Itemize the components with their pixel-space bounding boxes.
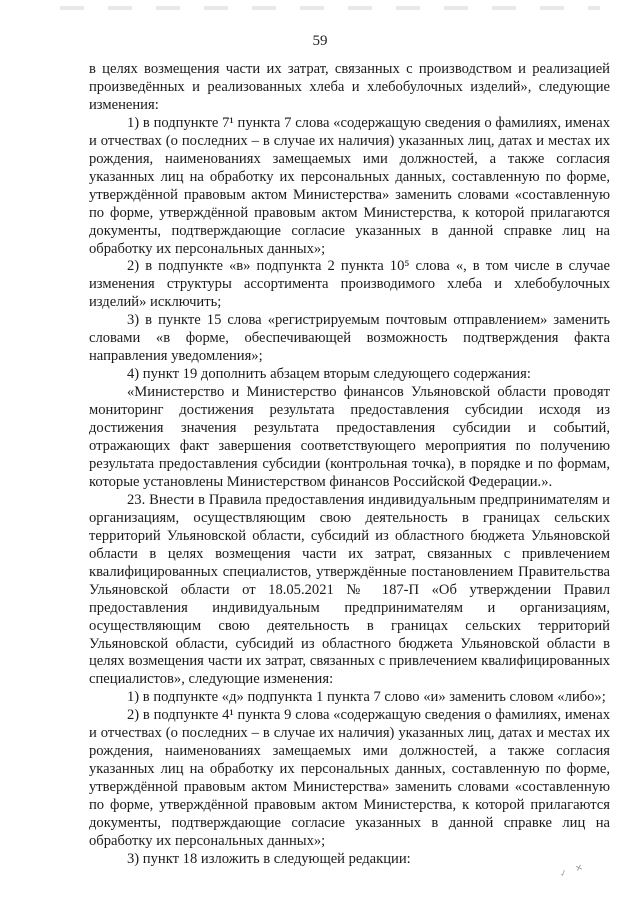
scan-mark: ✓ ✕: [558, 862, 588, 880]
paragraph-continuation: в целях возмещения части их затрат, связанных с производством и реализацией произведённых и реализованных хлеба и хлебобулочных изделий», следующие изменения:: [89, 61, 610, 113]
paragraph-sec23-item-1: 1) в подпункте «д» подпункта 1 пункта 7 слово «и» заменить словом «либо»;: [127, 689, 606, 706]
paragraph-sec23-item-3: 3) пункт 18 изложить в следующей редакции:: [127, 850, 411, 867]
document-body: [89, 61, 610, 869]
scan-artifact-top: [60, 6, 600, 10]
page-number: 59: [312, 33, 328, 49]
paragraph-item-3: 3) в пункте 15 слова «регистрируемым почтовым отправлением» заменить словами «в форме, обеспечивающей возможность подтверждения факта направления уведомления»;: [89, 312, 610, 365]
paragraph-quote: «Министерство и Министерство финансов Ульяновской области проводят мониторинг достижения результата предоставления субсидии исходя из достижения значения результата предоставления субсидии и событий, отражающих факт завершения соответствующего мероприятия по получению результата предоставления субсидии (контрольная точка), в порядке и по формам, которые установлены Министерством финансов Российской Федерации.».: [89, 384, 610, 490]
paragraph-item-2: 2) в подпункте «в» подпункта 2 пункта 10⁵ слова «, в том числе в случае изменения структуры ассортимента производимого хлеба и хлебобулочных изделий» исключить;: [89, 258, 610, 311]
paragraph-item-1: 1) в подпункте 7¹ пункта 7 слова «содержащую сведения о фамилиях, именах и отчествах (о последних – в случае их наличия) указанных лиц, датах и местах их рождения, наименованиях замещаемых ими должностей, а также согласия указанных лиц на обработку их персональных данных, составленную по форме, утверждённой правовым актом Министерства» заменить словами «составленную по форме, утверждённой правовым актом Министерства, к которой прилагаются документы, подтверждающие согласие указанных в данной справке лиц на обработку их персональных данных»;: [89, 114, 610, 257]
paragraph-item-4: 4) пункт 19 дополнить абзацем вторым следующего содержания:: [127, 366, 531, 383]
paragraph-section-23: 23. Внести в Правила предоставления индивидуальным предпринимателям и организациям, осуществляющим свою деятельность в границах сельских территорий Ульяновской области, субсидий из областного бюджета Ульяновской области в целях возмещения части их затрат, связанных с привлечением квалифицированных специалистов, утверждённые постановлением Правительства Ульяновской области от 18.05.2021 № 187-П «Об утверждении Правил предоставления индивидуальным предпринимателям и организациям, осуществляющим свою деятельность в границах сельских территорий Ульяновской области, субсидий из областного бюджета Ульяновской области в целях возмещения части их затрат, связанных с привлечением квалифицированных специалистов», следующие изменения:: [89, 491, 610, 688]
paragraph-sec23-item-2: 2) в подпункте 4¹ пункта 9 слова «содержащую сведения о фамилиях, именах и отчествах (о последних – в случае их наличия) указанных лиц, датах и местах их рождения, наименованиях замещаемых ими должностей, а также согласия указанных лиц на обработку их персональных данных, составленную по форме, утверждённой правовым актом Министерства» заменить словами «составленную по форме, утверждённой правовым актом Министерства, к которой прилагаются документы, подтверждающие согласие указанных в данной справке лиц на обработку их персональных данных»;: [89, 707, 610, 849]
